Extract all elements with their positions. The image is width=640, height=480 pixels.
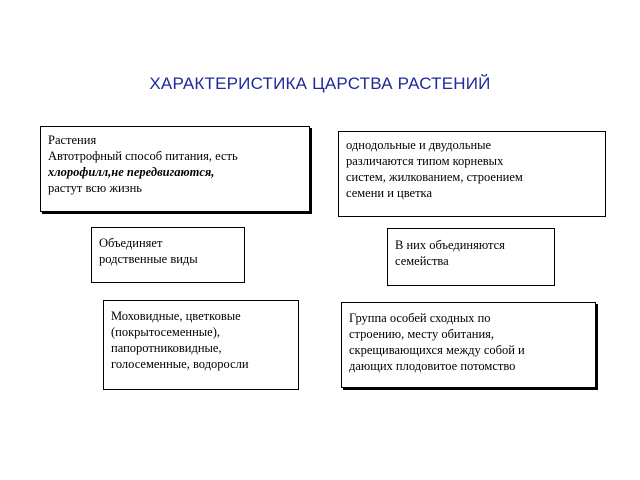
box-line: семени и цветка	[346, 186, 432, 200]
box-line: Объединяет	[99, 236, 163, 250]
box-line: Растения	[48, 133, 97, 147]
box-line: Автотрофный способ питания, есть	[48, 149, 238, 163]
box-line: хлорофилл,не передвигаются,	[48, 165, 215, 179]
box-line: В них объединяются	[395, 238, 505, 252]
box-line: систем, жилкованием, строением	[346, 170, 523, 184]
box-line: дающих плодовитое потомство	[349, 359, 516, 373]
box-line: Моховидные, цветковые	[111, 309, 241, 323]
plants-characteristics-box	[40, 126, 310, 212]
box-line: голосеменные, водоросли	[111, 357, 249, 371]
box-line: родственные виды	[99, 252, 198, 266]
box-line: папоротниковидные,	[111, 341, 222, 355]
box-line: однодольные и двудольные	[346, 138, 492, 152]
box-line: (покрытосеменные),	[111, 325, 221, 339]
box-line: растут всю жизнь	[48, 181, 142, 195]
page-title: ХАРАКТЕРИСТИКА ЦАРСТВА РАСТЕНИЙ	[149, 74, 491, 93]
box-line: семейства	[395, 254, 449, 268]
box-line: Группа особей сходных по	[349, 311, 491, 325]
species-definition-box	[341, 302, 596, 388]
box-line: различаются типом корневых	[346, 154, 504, 168]
box-line: строению, месту обитания,	[349, 327, 495, 341]
plant-divisions-box	[103, 300, 299, 390]
unites-related-species-box	[91, 227, 245, 283]
families-box	[387, 228, 555, 286]
mono-dicots-box	[338, 131, 606, 217]
box-line: скрещивающихся между собой и	[349, 343, 525, 357]
